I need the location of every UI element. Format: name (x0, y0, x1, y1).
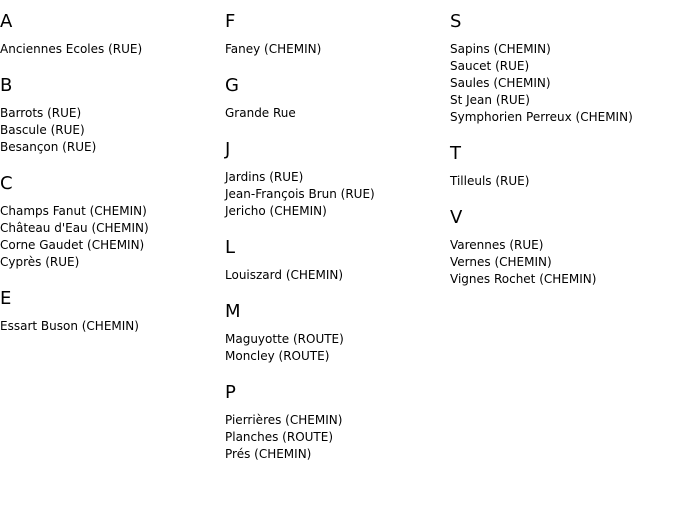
street-link[interactable]: Louiszard (CHEMIN) (225, 268, 344, 282)
letter-group-e (0, 288, 225, 335)
street-link[interactable]: Grande Rue (225, 106, 296, 120)
street-link[interactable]: Bascule (RUE) (0, 123, 85, 137)
street-link[interactable]: Moncley (ROUTE) (225, 349, 330, 363)
letter-group-c (0, 173, 225, 271)
letter-group-m (225, 301, 450, 365)
street-link[interactable]: Jericho (CHEMIN) (225, 204, 327, 218)
street-list (225, 169, 450, 220)
street-list (0, 203, 225, 271)
street-link[interactable]: Vernes (CHEMIN) (450, 255, 552, 269)
index-column-3 (450, 11, 675, 305)
letter-heading: V (450, 207, 463, 228)
street-list (225, 412, 450, 463)
street-link[interactable]: Pierrières (CHEMIN) (225, 413, 343, 427)
letter-heading: S (450, 11, 462, 32)
street-link[interactable]: Besançon (RUE) (0, 140, 97, 154)
street-link[interactable]: Jean-François Brun (RUE) (225, 187, 375, 201)
letter-group-t (450, 143, 675, 190)
street-link[interactable]: Anciennes Ecoles (RUE) (0, 42, 143, 56)
street-link[interactable]: Tilleuls (RUE) (450, 174, 530, 188)
street-link[interactable]: Maguyotte (ROUTE) (225, 332, 344, 346)
letter-heading: C (0, 173, 13, 194)
street-link[interactable]: Planches (ROUTE) (225, 430, 334, 444)
street-link[interactable]: Prés (CHEMIN) (225, 447, 312, 461)
street-list (225, 41, 450, 58)
street-list (450, 237, 675, 288)
letter-group-j (225, 139, 450, 220)
letter-heading: F (225, 11, 236, 32)
letter-group-p (225, 382, 450, 463)
street-link[interactable]: Corne Gaudet (CHEMIN) (0, 238, 145, 252)
street-list (225, 105, 450, 122)
letter-group-v (450, 207, 675, 288)
letter-heading: G (225, 75, 239, 96)
letter-heading: B (0, 75, 13, 96)
street-link[interactable]: Varennes (RUE) (450, 238, 544, 252)
letter-heading: E (0, 288, 12, 309)
street-link[interactable]: Saucet (RUE) (450, 59, 530, 73)
street-list (225, 267, 450, 284)
letter-heading: J (225, 139, 231, 160)
letter-group-b (0, 75, 225, 156)
letter-heading: M (225, 301, 241, 322)
letter-group-f (225, 11, 450, 58)
letter-heading: T (450, 143, 461, 164)
street-link[interactable]: Saules (CHEMIN) (450, 76, 551, 90)
letter-heading: A (0, 11, 13, 32)
letter-group-l (225, 237, 450, 284)
street-link[interactable]: Vignes Rochet (CHEMIN) (450, 272, 597, 286)
street-list (450, 41, 675, 126)
street-link[interactable]: Champs Fanut (CHEMIN) (0, 204, 147, 218)
street-link[interactable]: Barrots (RUE) (0, 106, 82, 120)
street-link[interactable]: Faney (CHEMIN) (225, 42, 322, 56)
street-list (0, 318, 225, 335)
index-column-1 (0, 11, 225, 352)
street-link[interactable]: Sapins (CHEMIN) (450, 42, 551, 56)
letter-group-a (0, 11, 225, 58)
street-link[interactable]: Symphorien Perreux (CHEMIN) (450, 110, 633, 124)
street-list (0, 41, 225, 58)
letter-heading: L (225, 237, 236, 258)
street-link[interactable]: Jardins (RUE) (225, 170, 304, 184)
letter-group-s (450, 11, 675, 126)
street-link[interactable]: Cyprès (RUE) (0, 255, 80, 269)
street-link[interactable]: Essart Buson (CHEMIN) (0, 319, 139, 333)
street-list (0, 105, 225, 156)
street-list (225, 331, 450, 365)
street-link[interactable]: Château d'Eau (CHEMIN) (0, 221, 149, 235)
street-list (450, 173, 675, 190)
index-column-2 (225, 11, 450, 480)
letter-group-g (225, 75, 450, 122)
letter-heading: P (225, 382, 236, 403)
street-link[interactable]: St Jean (RUE) (450, 93, 530, 107)
